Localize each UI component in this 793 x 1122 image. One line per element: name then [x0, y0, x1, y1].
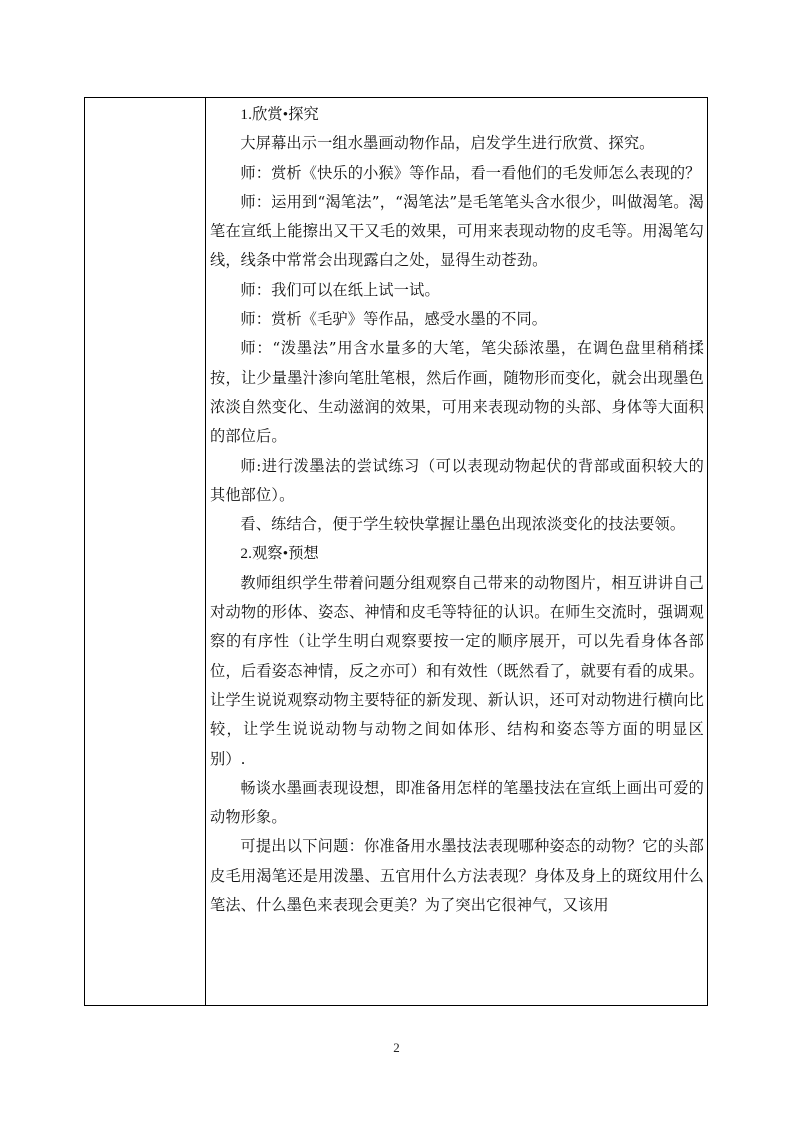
paragraph-screen-display: 大屏幕出示一组水墨画动物作品，启发学生进行欣赏、探究。 — [240, 134, 655, 153]
paragraph-happy-monkey: 师：赏析《快乐的小猴》等作品，看一看他们的毛发师怎么表现的？ — [240, 163, 701, 182]
page-number: 2 — [393, 1040, 400, 1055]
paragraph-try-on-paper: 师：我们可以在纸上试一试。 — [240, 280, 440, 299]
lesson-table — [84, 97, 708, 1006]
paragraph-splash-ink-practice: 师:进行泼墨法的尝试练习（可以表现动物起伏的背部或面积较大的其他部位）。 — [210, 456, 704, 504]
paragraph-questions: 可提出以下问题：你准备用水墨技法表现哪种姿态的动物？它的头部皮毛用渴笔还是用泼墨、五官用什么方法表现？身体及身上的斑纹用什么笔法、什么墨色来表现会更美？为了突出它很神气，又该用 — [210, 837, 704, 915]
section-heading-observe-imagine: 2.观察•预想 — [240, 545, 319, 563]
paragraph-ink-painting-plan: 畅谈水墨画表现设想，即准备用怎样的笔墨技法在宣纸上画出可爱的动物形象。 — [210, 778, 704, 827]
paragraph-look-and-practice: 看、练结合，便于学生较快掌握让墨色出现浓淡变化的技法要领。 — [240, 515, 686, 534]
paragraph-group-observation: 教师组织学生带着问题分组观察自己带来的动物图片，相互讲讲自己对动物的形体、姿态、神情和皮毛等特征的认识。在师生交流时，强调观察的有序性（让学生明白观察要按一定的顺序展开，可以先看身体各部位，后看姿态神情，反之亦可）和有效性（既然看了，就要有看的成果。让学生说说观察动物主要特征的新发现、新认识，还可对动物进行横向比较，让学生说说动物与动物之间如体形、结构和姿态等方面的明显区别）. — [210, 573, 704, 768]
table-left-cell — [85, 98, 206, 1005]
paragraph-dry-brush-method: 师：运用到“渴笔法”，“渴笔法”是毛笔笔头含水很少，叫做渴笔。渴笔在宣纸上能擦出又干又毛的效果，可用来表现动物的皮毛等。用渴笔勾线，线条中常常会出现露白之处，显得生动苍劲。 — [210, 192, 704, 270]
section-heading-appreciate-explore: 1.欣赏•探究 — [240, 106, 319, 123]
paragraph-donkey: 师：赏析《毛驴》等作品，感受水墨的不同。 — [240, 310, 548, 329]
paragraph-splash-ink-method: 师：“泼墨法”用含水量多的大笔，笔尖舔浓墨，在调色盘里稍稍揉按，让少量墨汁渗向笔肚笔根，然后作画，随物形而变化，就会出现墨色浓淡自然变化、生动滋润的效果，可用来表现动物的头部、身体等大面积的部位后。 — [210, 339, 704, 446]
table-content-cell — [206, 98, 707, 1005]
